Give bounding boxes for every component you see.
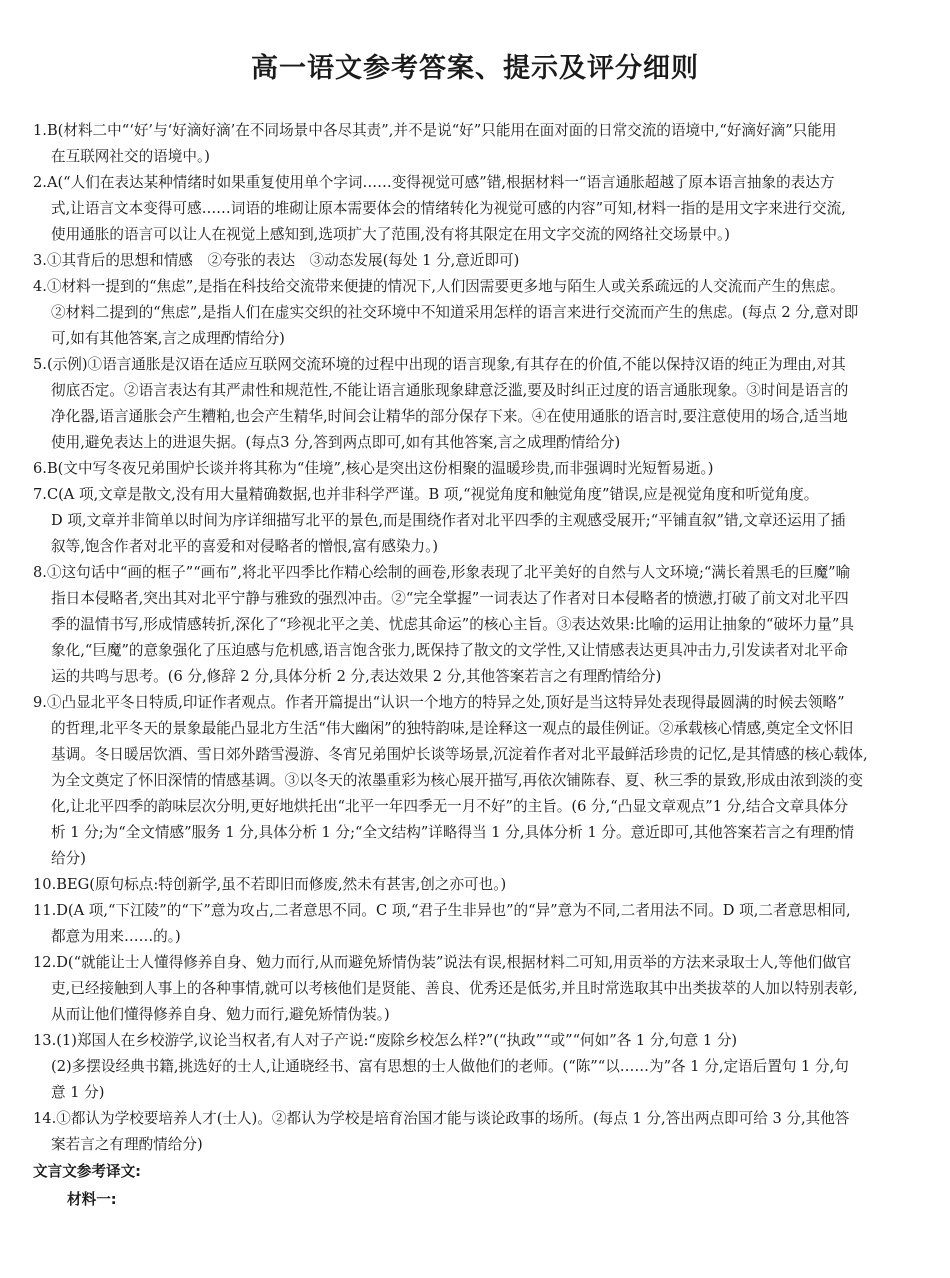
section-heading: 文言文参考译文: xyxy=(33,1163,141,1180)
answer-continuation-line: 都意为用来……的。) xyxy=(51,928,181,945)
answer-continuation-line: 使用,避免表达上的进退失据。(每点3 分,答到两点即可,如有其他答案,言之成理酌情给分) xyxy=(51,434,621,451)
answer-first-line xyxy=(33,690,933,716)
answer-continuation-line: 从而让他们懂得修养自身、勉力而行,避免矫情伪装。) xyxy=(51,1006,390,1023)
answer-number: 12. xyxy=(33,954,57,971)
answer-number: 1. xyxy=(33,122,47,139)
answer-first-line xyxy=(33,872,933,898)
answer-first-line xyxy=(33,1028,933,1054)
answer-item xyxy=(33,482,933,560)
answer-item xyxy=(33,898,933,950)
answer-first-line xyxy=(33,950,933,976)
answer-continuation-line: 指日本侵略者,突出其对北平宁静与雅致的强烈冲击。②“完全掌握”一词表达了作者对日本侵略者的愤懑,打破了前文对北平四 xyxy=(51,590,849,607)
answer-text: (示例)①语言通胀是汉语在适应互联网交流环境的过程中出现的语言现象,有其存在的价值,不能以保持汉语的纯正为理由,对其 xyxy=(46,356,846,373)
answer-text: B(材料二中“‘好’与‘好滴好滴’在不同场景中各尽其责”,并不是说“好”只能用在面对面的日常交流的语境中,“好滴好滴”只能用 xyxy=(46,122,837,139)
answer-text: B(文中写冬夜兄弟围炉长谈并将其称为“佳境”,核心是突出这份相聚的温暖珍贵,而非强调时光短暂易逝。) xyxy=(46,460,714,477)
answer-first-line xyxy=(33,1106,933,1132)
answer-first-line xyxy=(33,274,933,300)
answer-text: ①其背后的思想和情感 ②夸张的表达 ③动态发展(每处 1 分,意近即可) xyxy=(46,252,520,269)
answer-number: 8. xyxy=(33,564,47,581)
answer-continuation-line: 使用通胀的语言可以让人在视觉上感知到,选项扩大了范围,没有将其限定在用文字交流的网络社交场景中。) xyxy=(51,226,730,243)
answer-number: 14. xyxy=(33,1110,57,1127)
answer-number: 2. xyxy=(33,174,47,191)
answer-continuation-line: 给分) xyxy=(51,850,86,867)
answer-item xyxy=(33,1028,933,1106)
answer-continuation-line: 彻底否定。②语言表达有其严肃性和规范性,不能让语言通胀现象肆意泛滥,要及时纠正过度的语言通胀现象。③时间是语言的 xyxy=(51,382,849,399)
answer-text: BEG(原句标点:特创新学,虽不若即旧而修废,然未有甚害,创之亦可也。) xyxy=(56,876,507,893)
answer-item xyxy=(33,560,933,690)
answer-continuation-line: 意 1 分) xyxy=(51,1084,105,1101)
answer-first-line xyxy=(33,560,933,586)
answer-number: 9. xyxy=(33,694,47,711)
answer-text: D(“就能让士人懂得修养自身、勉力而行,从而避免矫情伪装”说法有误,根据材料二可知,用贡举的方法来录取士人,等他们做官 xyxy=(56,954,852,971)
answer-list xyxy=(33,118,933,1214)
answer-number: 4. xyxy=(33,278,47,295)
answer-continuation-line: 运的共鸣与思考。(6 分,修辞 2 分,具体分析 2 分,表达效果 2 分,其他答案若言之有理酌情给分) xyxy=(51,668,662,685)
answer-item xyxy=(33,274,933,352)
answer-item xyxy=(33,456,933,482)
answer-text: D(A 项,“下江陵”的“下”意为攻占,二者意思不同。C 项,“君子生非异也”的“异”意为不同,二者用法不同。D 项,二者意思相同, xyxy=(56,902,851,919)
answer-item xyxy=(33,248,933,274)
answer-continuation-line: 式,让语言文本变得可感……词语的堆砌让原本需要体会的情绪转化为视觉可感的内容”可知,材料一指的是用文字来进行交流, xyxy=(51,200,846,217)
answer-continuation-line: 为全文奠定了怀旧深情的情感基调。③以冬天的浓墨重彩为核心展开描写,再依次铺陈春、夏、秋三季的景致,形成由浓到淡的变 xyxy=(51,772,863,789)
answer-item xyxy=(33,872,933,898)
answer-continuation-line: 可,如有其他答案,言之成理酌情给分) xyxy=(51,330,285,347)
answer-continuation-line: 基调。冬日暖居饮酒、雪日郊外踏雪漫游、冬宵兄弟围炉长谈等场景,沉淀着作者对北平最鲜活珍贵的记忆,是其情感的核心载体, xyxy=(51,746,868,763)
sub-heading: 材料一: xyxy=(67,1191,117,1208)
answer-item xyxy=(33,352,933,456)
answer-number: 10. xyxy=(33,876,57,893)
answer-item xyxy=(33,950,933,1028)
answer-first-line xyxy=(33,248,933,274)
answer-item xyxy=(33,118,933,170)
answer-continuation-line: 案若言之有理酌情给分) xyxy=(51,1136,203,1153)
page-title: 高一语文参考答案、提示及评分细则 xyxy=(251,53,699,84)
answer-item xyxy=(33,690,933,872)
answer-continuation-line: 化,让北平四季的韵味层次分明,更好地烘托出“北平一年四季无一月不好”的主旨。(6 分,“凸显文章观点”1 分,结合文章具体分 xyxy=(51,798,849,815)
answer-text: ①凸显北平冬日特质,印证作者观点。作者开篇提出“认识一个地方的特异之处,顶好是当这特异处表现得最圆满的时候去领略” xyxy=(46,694,845,711)
answer-continuation-line: 象化,“巨魔”的意象强化了压迫感与危机感,语言饱含张力,既保持了散文的文学性,又让情感表达更具冲击力,引发读者对北平命 xyxy=(51,642,848,659)
answer-number: 13. xyxy=(33,1032,57,1049)
answer-continuation-line: ②材料二提到的“焦虑”,是指人们在虚实交织的社交环境中不知道采用怎样的语言来进行交流而产生的焦虑。(每点 2 分,意对即 xyxy=(51,304,859,321)
answer-first-line xyxy=(33,482,933,508)
answer-continuation-line: 净化器,语言通胀会产生糟粕,也会产生精华,时间会让精华的部分保存下来。④在使用通胀的语言时,要注意使用的场合,适当地 xyxy=(51,408,848,425)
answer-continuation-line: 吏,已经接触到人事上的各种事情,就可以考核他们是贤能、善良、优秀还是低劣,并且时常选取其中出类拔萃的人加以特别表彰, xyxy=(51,980,858,997)
answer-first-line xyxy=(33,898,933,924)
answer-continuation-line: 在互联网社交的语境中。) xyxy=(51,148,210,165)
answer-text: (1)郑国人在乡校游学,议论当权者,有人对子产说:“废除乡校怎么样?”(“执政”“或”“何如”各 1 分,句意 1 分) xyxy=(56,1032,738,1049)
answer-continuation-line: D 项,文章并非简单以时间为序详细描写北平的景色,而是围绕作者对北平四季的主观感受展开;“平铺直叙”错,文章还运用了插 xyxy=(51,512,846,529)
answer-item xyxy=(33,1106,933,1158)
answer-continuation-line: 的哲理,北平冬天的景象最能凸显北方生活“伟大幽闲”的独特韵味,是诠释这一观点的最佳例证。②承载核心情感,奠定全文怀旧 xyxy=(51,720,854,737)
answer-number: 7. xyxy=(33,486,47,503)
answer-number: 11. xyxy=(33,902,57,919)
answer-text: ①这句话中“画的框子”“画布”,将北平四季比作精心绘制的画卷,形象表现了北平美好的自然与人文环境;“满长着黑毛的巨魔”喻 xyxy=(46,564,851,581)
answer-number: 6. xyxy=(33,460,47,477)
answer-text: A(“人们在表达某种情绪时如果重复使用单个字词……变得视觉可感”错,根据材料一“语言通胀超越了原本语言抽象的表达方 xyxy=(46,174,835,191)
answer-text: ①材料一提到的“焦虑”,是指在科技给交流带来便捷的情况下,人们因需要更多地与陌生人或关系疏远的人交流而产生的焦虑。 xyxy=(46,278,845,295)
answer-continuation-line: 析 1 分;为“全文情感”服务 1 分,具体分析 1 分;“全文结构”详略得当 1 分,具体分析 1 分。意近即可,其他答案若言之有理酌情 xyxy=(51,824,855,841)
answer-continuation-line: 季的温情书写,形成情感转折,深化了“珍视北平之美、忧虑其命运”的核心主旨。③表达效果:比喻的运用让抽象的“破坏力量”具 xyxy=(51,616,854,633)
answer-number: 5. xyxy=(33,356,47,373)
answer-text: C(A 项,文章是散文,没有用大量精确数据,也并非科学严谨。B 项,“视觉角度和触觉角度”错误,应是视觉角度和听觉角度。 xyxy=(46,486,819,503)
answer-continuation-line: (2)多摆设经典书籍,挑选好的士人,让通晓经书、富有思想的士人做他们的老师。(“陈”“以……为”各 1 分,定语后置句 1 分,句 xyxy=(51,1058,849,1075)
answer-first-line xyxy=(33,456,933,482)
answer-text: ①都认为学校要培养人才(士人)。②都认为学校是培育治国才能与谈论政事的场所。(每点 1 分,答出两点即可给 3 分,其他答 xyxy=(56,1110,850,1127)
answer-item xyxy=(33,170,933,248)
answer-continuation-line: 叙等,饱含作者对北平的喜爱和对侵略者的憎恨,富有感染力。) xyxy=(51,538,439,555)
answer-first-line xyxy=(33,170,933,196)
answer-first-line xyxy=(33,118,933,144)
answer-first-line xyxy=(33,352,933,378)
answer-number: 3. xyxy=(33,252,47,269)
answer-items xyxy=(33,118,933,1158)
